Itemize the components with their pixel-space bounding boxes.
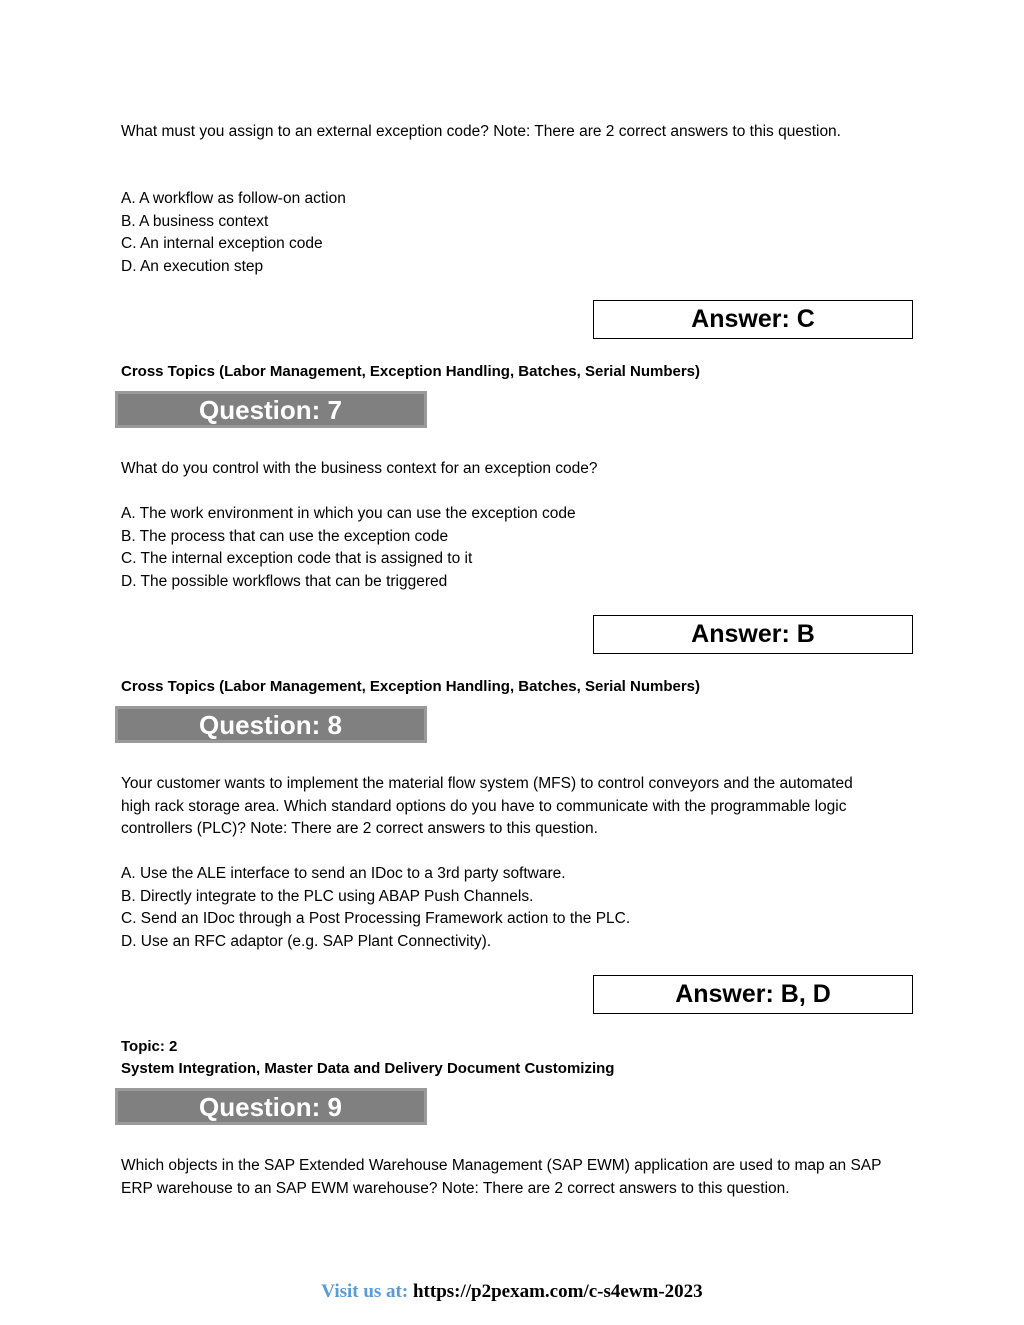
footer-visit-label: Visit us at: — [321, 1281, 409, 1302]
topic-number: Topic: 2 — [121, 1038, 178, 1055]
question-7-text: What do you control with the business context for an exception code? — [121, 460, 598, 477]
topic-label-9: System Integration, Master Data and Delivery Document Customizing — [121, 1060, 615, 1077]
option-a: A. Use the ALE interface to send an IDoc to a 3rd party software. — [121, 865, 566, 882]
question-8-text: Your customer wants to implement the material flow system (MFS) to control conveyors and the automated high rack storage area. Which standard options do you have to communicate with the programmable logic controllers (PLC)? Note: There are 2 correct answers to this question. — [121, 775, 857, 837]
footer-url-link[interactable]: https://p2pexam.com/c-s4ewm-2023 — [412, 1281, 703, 1302]
option-b: B. The process that can use the exception code — [121, 527, 449, 545]
option-b: B. A business context — [121, 212, 269, 230]
option-b: B. Directly integrate to the PLC using ABAP Push Channels. — [121, 887, 534, 905]
answer-box-6: Answer: C — [593, 300, 913, 339]
option-d: D. Use an RFC adaptor (e.g. SAP Plant Connectivity). — [121, 932, 492, 950]
option-a: A. The work environment in which you can use the exception code — [121, 505, 576, 522]
question-8-label: Question: 8 — [199, 710, 343, 740]
option-d: D. An execution step — [121, 257, 264, 275]
question-7-label: Question: 7 — [199, 395, 343, 425]
option-d: D. The possible workflows that can be triggered — [121, 572, 448, 590]
question-6-options — [121, 188, 921, 278]
question-6-text: What must you assign to an external exception code? Note: There are 2 correct answers to this question. — [121, 123, 841, 140]
question-7-options — [121, 503, 921, 593]
question-9-text: Which objects in the SAP Extended Warehouse Management (SAP EWM) application are used to map an SAP ERP warehouse to an SAP EWM warehouse? Note: There are 2 correct answers to this question. — [121, 1157, 886, 1197]
option-a: A. A workflow as follow-on action — [121, 190, 346, 207]
footer — [0, 1281, 1024, 1303]
question-7-header — [115, 391, 427, 428]
answer-box-7: Answer: B — [593, 615, 913, 654]
question-8-header — [115, 706, 427, 743]
option-c: C. Send an IDoc through a Post Processing Framework action to the PLC. — [121, 910, 631, 927]
question-9-label: Question: 9 — [199, 1092, 343, 1122]
topic-label-8: Cross Topics (Labor Management, Exception Handling, Batches, Serial Numbers) — [121, 678, 701, 695]
question-9-header — [115, 1088, 427, 1125]
option-c: C. An internal exception code — [121, 235, 323, 252]
option-c: C. The internal exception code that is assigned to it — [121, 550, 473, 567]
topic-label-7: Cross Topics (Labor Management, Exception Handling, Batches, Serial Numbers) — [121, 363, 701, 380]
answer-box-8: Answer: B, D — [593, 975, 913, 1014]
question-8-options — [121, 863, 921, 953]
